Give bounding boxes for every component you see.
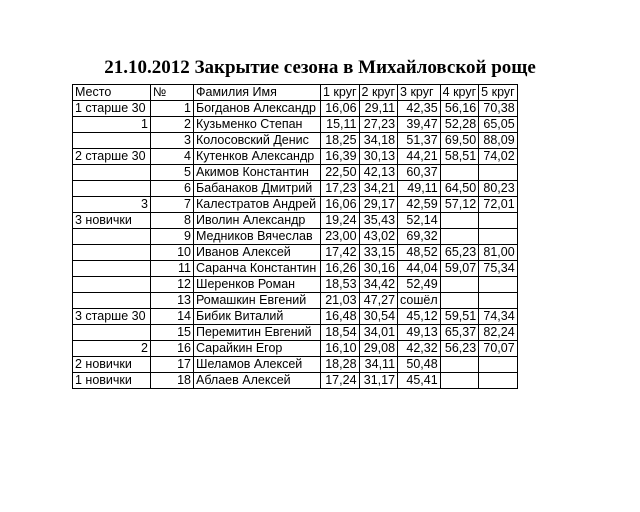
table-row — [73, 293, 518, 309]
number-cell: 9 — [151, 229, 194, 245]
lap-4-cell — [440, 357, 479, 373]
lap-3-cell: 42,59 — [398, 197, 441, 213]
lap-5-cell: 74,34 — [479, 309, 518, 325]
number-cell: 3 — [151, 133, 194, 149]
lap-3-cell: 60,37 — [398, 165, 441, 181]
lap-2-cell: 34,01 — [359, 325, 398, 341]
place-cell: 2 старше 30 — [73, 149, 151, 165]
number-cell: 1 — [151, 101, 194, 117]
lap-1-cell: 16,48 — [321, 309, 360, 325]
lap-1-cell: 23,00 — [321, 229, 360, 245]
lap-5-cell: 70,07 — [479, 341, 518, 357]
lap-2-cell: 30,54 — [359, 309, 398, 325]
page-title: 21.10.2012 Закрытие сезона в Михайловской роще — [104, 57, 536, 78]
lap-1-cell: 18,54 — [321, 325, 360, 341]
number-cell: 8 — [151, 213, 194, 229]
lap-4-cell — [440, 277, 479, 293]
lap-3-cell: 44,04 — [398, 261, 441, 277]
lap-2-cell: 27,23 — [359, 117, 398, 133]
lap-4-cell: 64,50 — [440, 181, 479, 197]
lap-3-cell: 50,48 — [398, 357, 441, 373]
lap-3-cell: сошёл — [398, 293, 441, 309]
table-row — [73, 229, 518, 245]
lap-2-cell: 35,43 — [359, 213, 398, 229]
name-cell: Ромашкин Евгений — [194, 293, 321, 309]
lap-5-cell — [479, 373, 518, 389]
lap-3-cell: 49,11 — [398, 181, 441, 197]
place-cell — [73, 293, 151, 309]
lap-5-cell — [479, 293, 518, 309]
lap-2-cell: 29,17 — [359, 197, 398, 213]
lap-4-cell: 59,07 — [440, 261, 479, 277]
lap-5-cell: 74,02 — [479, 149, 518, 165]
lap-5-cell: 75,34 — [479, 261, 518, 277]
place-cell: 1 старше 30 — [73, 101, 151, 117]
name-cell: Шеламов Алексей — [194, 357, 321, 373]
lap-5-cell: 81,00 — [479, 245, 518, 261]
lap-3-cell: 48,52 — [398, 245, 441, 261]
place-cell: 3 старше 30 — [73, 309, 151, 325]
lap-4-cell: 65,23 — [440, 245, 479, 261]
name-cell: Кутенков Александр — [194, 149, 321, 165]
name-cell: Бибик Виталий — [194, 309, 321, 325]
place-cell — [73, 229, 151, 245]
lap-3-cell: 42,35 — [398, 101, 441, 117]
lap-1-cell: 19,24 — [321, 213, 360, 229]
table-row — [73, 341, 518, 357]
lap-4-cell: 52,28 — [440, 117, 479, 133]
name-cell: Иванов Алексей — [194, 245, 321, 261]
number-cell: 2 — [151, 117, 194, 133]
name-cell: Акимов Константин — [194, 165, 321, 181]
lap-2-cell: 29,11 — [359, 101, 398, 117]
table-row — [73, 165, 518, 181]
table-row — [73, 277, 518, 293]
lap-5-cell: 72,01 — [479, 197, 518, 213]
lap-2-cell: 47,27 — [359, 293, 398, 309]
name-cell: Аблаев Алексей — [194, 373, 321, 389]
number-cell: 15 — [151, 325, 194, 341]
lap-2-cell: 29,08 — [359, 341, 398, 357]
table-row — [73, 261, 518, 277]
place-cell — [73, 181, 151, 197]
place-cell: 3 новички — [73, 213, 151, 229]
lap-3-cell: 69,32 — [398, 229, 441, 245]
lap-3-cell: 42,32 — [398, 341, 441, 357]
lap-2-cell: 31,17 — [359, 373, 398, 389]
lap-4-cell: 56,23 — [440, 341, 479, 357]
place-cell — [73, 133, 151, 149]
header-name: Фамилия Имя — [194, 85, 321, 101]
number-cell: 7 — [151, 197, 194, 213]
lap-1-cell: 16,06 — [321, 101, 360, 117]
lap-4-cell — [440, 213, 479, 229]
lap-4-cell — [440, 229, 479, 245]
header-lap-3: 3 круг — [398, 85, 441, 101]
lap-1-cell: 18,28 — [321, 357, 360, 373]
header-number: № — [151, 85, 194, 101]
lap-3-cell: 39,47 — [398, 117, 441, 133]
lap-1-cell: 15,11 — [321, 117, 360, 133]
place-cell — [73, 261, 151, 277]
lap-3-cell: 49,13 — [398, 325, 441, 341]
header-place: Место — [73, 85, 151, 101]
lap-5-cell — [479, 165, 518, 181]
lap-4-cell — [440, 293, 479, 309]
number-cell: 14 — [151, 309, 194, 325]
table-row — [73, 373, 518, 389]
lap-5-cell — [479, 229, 518, 245]
table-row — [73, 357, 518, 373]
lap-5-cell — [479, 357, 518, 373]
name-cell: Богданов Александр — [194, 101, 321, 117]
lap-1-cell: 18,53 — [321, 277, 360, 293]
lap-2-cell: 34,11 — [359, 357, 398, 373]
lap-4-cell: 57,12 — [440, 197, 479, 213]
table-row — [73, 309, 518, 325]
lap-1-cell: 16,10 — [321, 341, 360, 357]
lap-1-cell: 17,23 — [321, 181, 360, 197]
name-cell: Калестратов Андрей — [194, 197, 321, 213]
lap-5-cell — [479, 213, 518, 229]
place-cell: 1 новички — [73, 373, 151, 389]
number-cell: 13 — [151, 293, 194, 309]
number-cell: 16 — [151, 341, 194, 357]
place-cell — [73, 325, 151, 341]
name-cell: Иволин Александр — [194, 213, 321, 229]
table-row — [73, 197, 518, 213]
number-cell: 11 — [151, 261, 194, 277]
lap-1-cell: 18,25 — [321, 133, 360, 149]
lap-3-cell: 52,49 — [398, 277, 441, 293]
lap-1-cell: 21,03 — [321, 293, 360, 309]
table-row — [73, 117, 518, 133]
table-row — [73, 181, 518, 197]
place-cell — [73, 245, 151, 261]
lap-5-cell: 80,23 — [479, 181, 518, 197]
number-cell: 17 — [151, 357, 194, 373]
lap-3-cell: 45,41 — [398, 373, 441, 389]
lap-5-cell: 65,05 — [479, 117, 518, 133]
lap-5-cell: 82,24 — [479, 325, 518, 341]
lap-5-cell — [479, 277, 518, 293]
place-cell: 2 новички — [73, 357, 151, 373]
number-cell: 6 — [151, 181, 194, 197]
header-lap-2: 2 круг — [359, 85, 398, 101]
table-row — [73, 101, 518, 117]
lap-4-cell — [440, 165, 479, 181]
name-cell: Саранча Константин — [194, 261, 321, 277]
lap-1-cell: 16,06 — [321, 197, 360, 213]
lap-3-cell: 52,14 — [398, 213, 441, 229]
lap-1-cell: 16,26 — [321, 261, 360, 277]
lap-1-cell: 17,42 — [321, 245, 360, 261]
lap-4-cell: 59,51 — [440, 309, 479, 325]
table-row — [73, 133, 518, 149]
table-row — [73, 325, 518, 341]
header-lap-4: 4 круг — [440, 85, 479, 101]
number-cell: 18 — [151, 373, 194, 389]
results-table — [72, 84, 518, 389]
lap-3-cell: 51,37 — [398, 133, 441, 149]
table-row — [73, 245, 518, 261]
lap-2-cell: 34,21 — [359, 181, 398, 197]
name-cell: Перемитин Евгений — [194, 325, 321, 341]
lap-1-cell: 22,50 — [321, 165, 360, 181]
name-cell: Колосовский Денис — [194, 133, 321, 149]
table-row — [73, 213, 518, 229]
lap-1-cell: 16,39 — [321, 149, 360, 165]
lap-2-cell: 42,13 — [359, 165, 398, 181]
place-cell: 2 — [73, 341, 151, 357]
lap-4-cell — [440, 373, 479, 389]
lap-4-cell: 65,37 — [440, 325, 479, 341]
lap-2-cell: 30,16 — [359, 261, 398, 277]
place-cell: 1 — [73, 117, 151, 133]
results-body — [73, 101, 518, 389]
lap-1-cell: 17,24 — [321, 373, 360, 389]
number-cell: 12 — [151, 277, 194, 293]
header-lap-5: 5 круг — [479, 85, 518, 101]
lap-2-cell: 33,15 — [359, 245, 398, 261]
place-cell — [73, 165, 151, 181]
table-row — [73, 149, 518, 165]
name-cell: Сарайкин Егор — [194, 341, 321, 357]
place-cell: 3 — [73, 197, 151, 213]
place-cell — [73, 277, 151, 293]
name-cell: Медников Вячеслав — [194, 229, 321, 245]
header-lap-1: 1 круг — [321, 85, 360, 101]
number-cell: 4 — [151, 149, 194, 165]
lap-5-cell: 88,09 — [479, 133, 518, 149]
name-cell: Шеренков Роман — [194, 277, 321, 293]
lap-2-cell: 34,42 — [359, 277, 398, 293]
number-cell: 5 — [151, 165, 194, 181]
lap-3-cell: 44,21 — [398, 149, 441, 165]
lap-3-cell: 45,12 — [398, 309, 441, 325]
header-row — [73, 85, 518, 101]
name-cell: Кузьменко Степан — [194, 117, 321, 133]
lap-2-cell: 34,18 — [359, 133, 398, 149]
lap-4-cell: 58,51 — [440, 149, 479, 165]
lap-2-cell: 43,02 — [359, 229, 398, 245]
lap-4-cell: 69,50 — [440, 133, 479, 149]
lap-5-cell: 70,38 — [479, 101, 518, 117]
number-cell: 10 — [151, 245, 194, 261]
lap-4-cell: 56,16 — [440, 101, 479, 117]
name-cell: Бабанаков Дмитрий — [194, 181, 321, 197]
lap-2-cell: 30,13 — [359, 149, 398, 165]
